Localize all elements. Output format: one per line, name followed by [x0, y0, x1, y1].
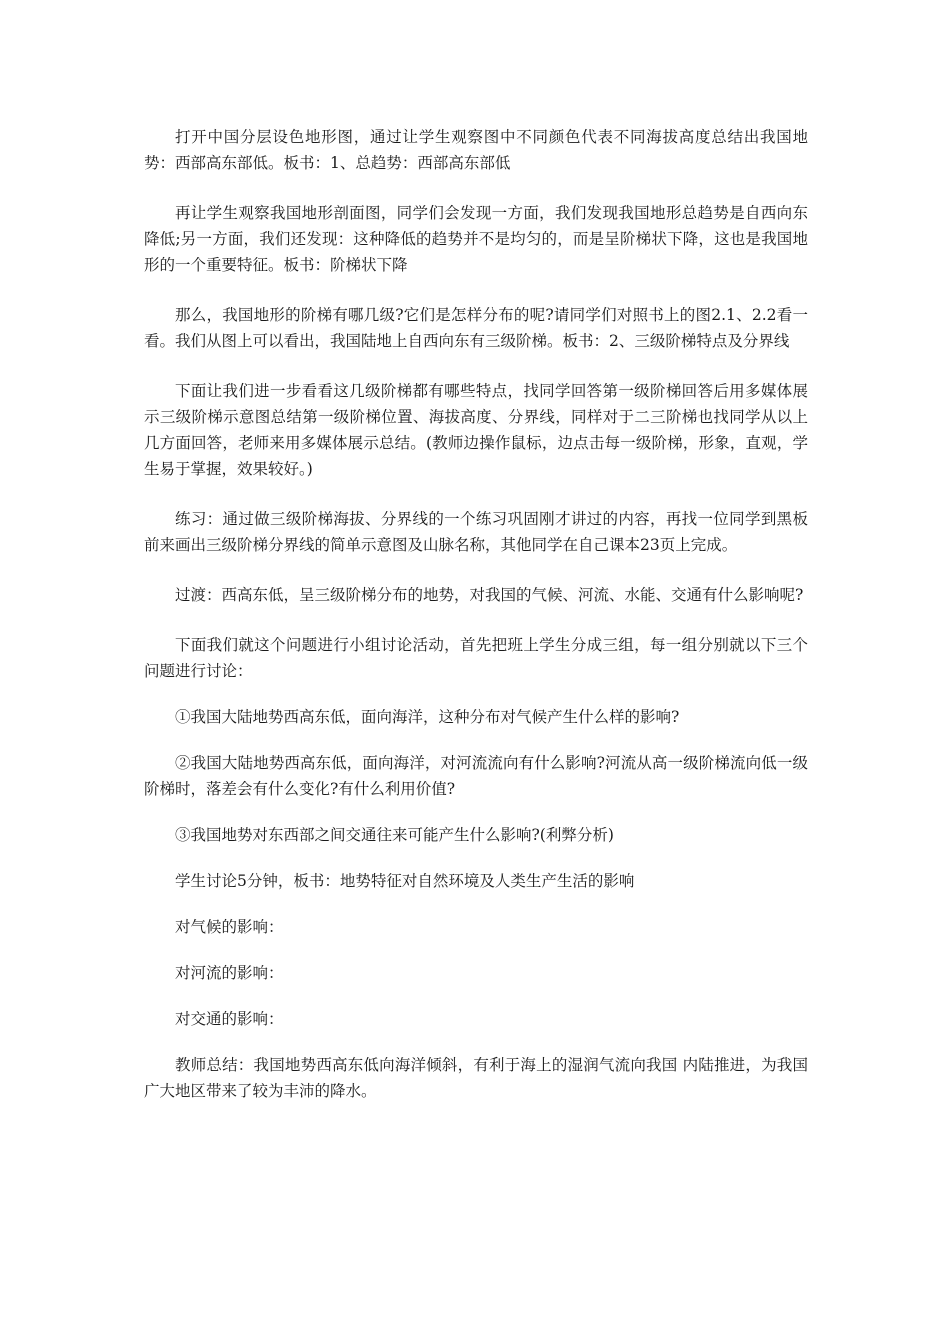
paragraph-stepped-decline: 再让学生观察我国地形剖面图，同学们会发现一方面，我们发现我国地形总趋势是自西向东降低;另一方面，我们还发现：这种降低的趋势并不是均匀的，而是呈阶梯状下降，这也是我国地形的一个重要特征。板书：阶梯状下降 — [144, 204, 808, 274]
heading-climate-impact: 对气候的影响： — [175, 918, 284, 936]
paragraph-step-features: 下面让我们进一步看看这几级阶梯都有哪些特点，找同学回答第一级阶梯回答后用多媒体展示三级阶梯示意图总结第一级阶梯位置、海拔高度、分界线，同样对于二三阶梯也找同学从以上几方面回答，老师来用多媒体展示总结。(教师边操作鼠标，边点击每一级阶梯，形象，直观，学生易于掌握，效果较好。) — [144, 382, 808, 478]
heading-river-impact: 对河流的影响： — [175, 964, 284, 982]
paragraph-discussion-time: 学生讨论5分钟，板书：地势特征对自然环境及人类生产生活的影响 — [175, 872, 635, 890]
heading-transport-impact: 对交通的影响： — [175, 1010, 284, 1028]
question-climate: ①我国大陆地势西高东低，面向海洋，这种分布对气候产生什么样的影响? — [175, 708, 680, 726]
paragraph-teacher-summary: 教师总结：我国地势西高东低向海洋倾斜，有利于海上的湿润气流向我国 内陆推进，为我国广大地区带来了较为丰沛的降水。 — [144, 1056, 808, 1100]
paragraph-group-discussion: 下面我们就这个问题进行小组讨论活动，首先把班上学生分成三组，每一组分别就以下三个问题进行讨论： — [144, 636, 808, 680]
paragraph-exercise: 练习：通过做三级阶梯海拔、分界线的一个练习巩固刚才讲过的内容，再找一位同学到黑板前来画出三级阶梯分界线的简单示意图及山脉名称，其他同学在自己课本23页上完成。 — [144, 510, 808, 554]
paragraph-three-steps: 那么，我国地形的阶梯有哪几级?它们是怎样分布的呢?请同学们对照书上的图2.1、2.2看一看。我们从图上可以看出，我国陆地上自西向东有三级阶梯。板书：2、三级阶梯特点及分界线 — [144, 306, 808, 350]
paragraph-overall-trend: 打开中国分层设色地形图，通过让学生观察图中不同颜色代表不同海拔高度总结出我国地势：西部高东部低。板书：1、总趋势：西部高东部低 — [144, 128, 808, 172]
question-transport: ③我国地势对东西部之间交通往来可能产生什么影响?(利弊分析) — [175, 826, 614, 844]
question-rivers: ②我国大陆地势西高东低，面向海洋，对河流流向有什么影响?河流从高一级阶梯流向低一级阶梯时，落差会有什么变化?有什么利用价值? — [144, 754, 808, 798]
document-body — [144, 124, 808, 1104]
paragraph-transition: 过渡：西高东低，呈三级阶梯分布的地势，对我国的气候、河流、水能、交通有什么影响呢? — [175, 586, 804, 604]
